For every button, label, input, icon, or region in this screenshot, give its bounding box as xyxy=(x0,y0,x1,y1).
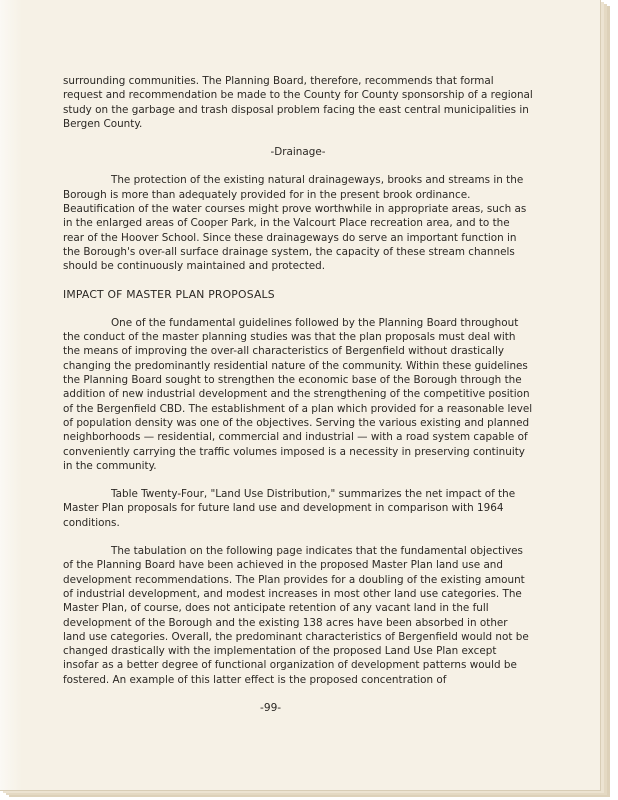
paragraph-tabulation: The tabulation on the following page indicates that the fundamental objectives of the Planning Board have been achieved in the proposed Master Plan land use and development recommendations. The Plan provides for a doubling of the existing amount of industrial development, and modest increases in most other land use categories. The Master Plan, of course, does not anticipate retention of any vacant land in the full development of the Borough and the existing 138 acres have been absorbed in other land use categories. Overall, the predominant characteristics of Bergenfield would not be changed drastically with the implementation of the proposed Land Use Plan except insofar as a better degree of functional organization of development patterns would be fostered. An example of this latter effect is the proposed concentration of xyxy=(63,545,529,686)
paragraph-drainage: The protection of the existing natural drainageways, brooks and streams in the Borough is more than adequately provided for in the present brook ordinance. Beautification of the water courses might prove worthwhile in appropriate areas, such as in the enlarged areas of Cooper Park, in the Valcourt Place recreation area, and to the rear of the Hoover School. Since these drainageways do serve an important function in the Borough's over-all surface drainage system, the capacity of these stream channels should be continuously maintained and protected. xyxy=(63,174,527,273)
page-edge xyxy=(0,0,22,790)
paragraph-continuation: surrounding communities. The Planning Board, therefore, recommends that formal request and recommendation be made to the County for County sponsorship of a regional study on the garbage and trash disposal problem facing the east central municipalities in Bergen County. xyxy=(63,75,533,130)
page-number: -99- xyxy=(260,702,282,714)
page-body xyxy=(63,74,533,701)
section-heading-impact: IMPACT OF MASTER PLAN PROPOSALS xyxy=(63,287,275,301)
drainage-subheading: -Drainage- xyxy=(270,146,326,159)
paragraph-table-reference: Table Twenty-Four, "Land Use Distribution," summarizes the net impact of the Master Plan proposals for future land use and development in comparison with 1964 conditions. xyxy=(63,488,516,529)
paragraph-guidelines: One of the fundamental guidelines followed by the Planning Board throughout the conduct of the master planning studies was that the plan proposals must deal with the means of improving the over-all characteristics of Bergenfield without drastically changing the predominantly residential nature of the community. Within these guidelines the Planning Board sought to strengthen the economic base of the Borough through the addition of new industrial development and the strengthening of the competitive position of the Bergenfield CBD. The establishment of a plan which provided for a reasonable level of population density was one of the objectives. Serving the various existing and planned neighborhoods — residential, commercial and industrial — with a road system capable of conveniently carrying the traffic volumes imposed is a necessity in preserving continuity in the community. xyxy=(63,316,533,472)
